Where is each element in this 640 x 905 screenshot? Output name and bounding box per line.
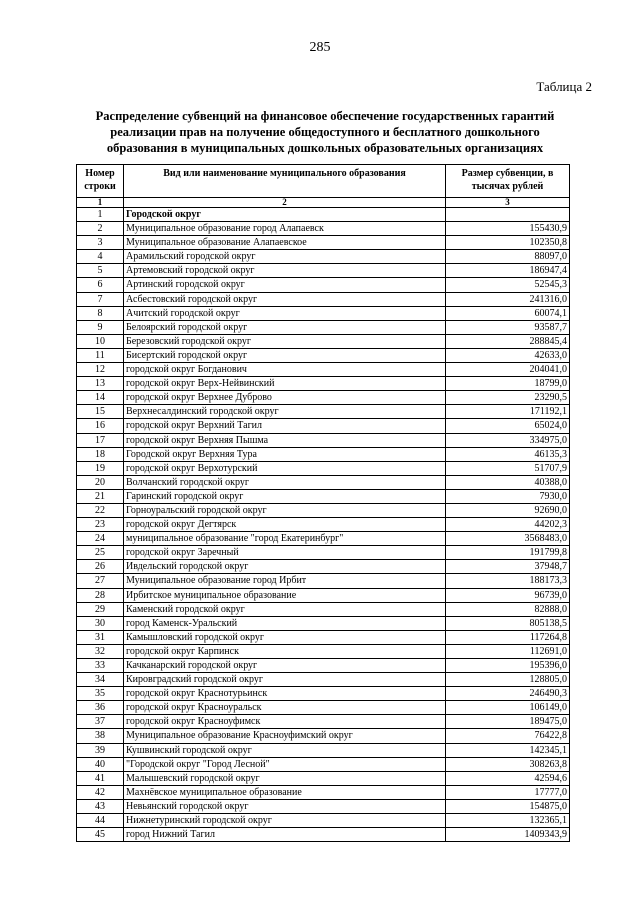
table-row [77, 405, 570, 419]
table-row [77, 673, 570, 687]
subvention-amount-cell: 93587,7 [446, 320, 570, 334]
table-row [77, 729, 570, 743]
subvention-amount-cell: 142345,1 [446, 743, 570, 757]
municipality-name-cell: Муниципальное образование город Ирбит [124, 574, 446, 588]
row-number-cell: 36 [77, 701, 124, 715]
subvention-amount-cell: 204041,0 [446, 363, 570, 377]
subvention-amount-cell: 805138,5 [446, 616, 570, 630]
row-number-cell: 16 [77, 419, 124, 433]
row-number-cell: 44 [77, 814, 124, 828]
row-number-cell: 35 [77, 687, 124, 701]
municipality-name-cell: городской округ Красноуфимск [124, 715, 446, 729]
subvention-amount-cell: 88097,0 [446, 250, 570, 264]
table-row [77, 771, 570, 785]
table-row [77, 560, 570, 574]
table-body [77, 208, 570, 842]
municipality-name-cell: городской округ Верхняя Пышма [124, 433, 446, 447]
table-header-row [77, 165, 570, 198]
subvention-amount-cell: 106149,0 [446, 701, 570, 715]
subvention-amount-cell: 42633,0 [446, 348, 570, 362]
subvention-amount-cell: 128805,0 [446, 673, 570, 687]
subvention-amount-cell: 76422,8 [446, 729, 570, 743]
subvention-amount-cell: 102350,8 [446, 236, 570, 250]
municipality-name-cell: Бисертский городской округ [124, 348, 446, 362]
row-number-cell: 31 [77, 630, 124, 644]
row-number-cell: 11 [77, 348, 124, 362]
row-number-cell: 33 [77, 659, 124, 673]
table-row [77, 743, 570, 757]
row-number-cell: 15 [77, 405, 124, 419]
municipality-name-cell: муниципальное образование "город Екатеринбург" [124, 532, 446, 546]
subvention-amount-cell: 132365,1 [446, 814, 570, 828]
subvention-amount-cell: 3568483,0 [446, 532, 570, 546]
row-number-cell: 42 [77, 785, 124, 799]
subvention-amount-cell: 37948,7 [446, 560, 570, 574]
column-number-1: 1 [77, 198, 124, 208]
table-row [77, 250, 570, 264]
row-number-cell: 29 [77, 602, 124, 616]
municipality-name-cell: Арамильский городской округ [124, 250, 446, 264]
row-number-cell: 6 [77, 278, 124, 292]
municipality-name-cell: Малышевский городской округ [124, 771, 446, 785]
municipality-name-cell: Невьянский городской округ [124, 799, 446, 813]
subvention-amount-cell: 195396,0 [446, 659, 570, 673]
municipality-name-cell: Махнёвское муниципальное образование [124, 785, 446, 799]
table-row [77, 659, 570, 673]
municipality-name-cell: Муниципальное образование город Алапаевск [124, 222, 446, 236]
row-number-cell: 20 [77, 475, 124, 489]
table-row [77, 236, 570, 250]
row-number-cell: 30 [77, 616, 124, 630]
subvention-amount-cell: 246490,3 [446, 687, 570, 701]
subvention-amount-cell: 308263,8 [446, 757, 570, 771]
subvention-amount-cell: 191799,8 [446, 546, 570, 560]
municipality-name-cell: Волчанский городской округ [124, 475, 446, 489]
table-row [77, 433, 570, 447]
municipality-name-cell: Нижнетуринский городской округ [124, 814, 446, 828]
row-number-cell: 34 [77, 673, 124, 687]
table-row [77, 447, 570, 461]
subvention-amount-cell: 154875,0 [446, 799, 570, 813]
table-row [77, 687, 570, 701]
municipality-name-cell: Кушвинский городской округ [124, 743, 446, 757]
municipality-name-cell: городской округ Краснотурьинск [124, 687, 446, 701]
municipality-name-cell: Артемовский городской округ [124, 264, 446, 278]
row-number-cell: 40 [77, 757, 124, 771]
row-number-cell: 13 [77, 377, 124, 391]
subvention-amount-cell: 42594,6 [446, 771, 570, 785]
municipality-name-cell: Кировградский городской округ [124, 673, 446, 687]
municipality-name-cell: Гаринский городской округ [124, 489, 446, 503]
table-row [77, 292, 570, 306]
table-row [77, 461, 570, 475]
table-row [77, 574, 570, 588]
subvention-amount-cell: 155430,9 [446, 222, 570, 236]
row-number-cell: 27 [77, 574, 124, 588]
subvention-amount-cell: 65024,0 [446, 419, 570, 433]
subvention-amount-cell: 117264,8 [446, 630, 570, 644]
row-number-cell: 23 [77, 518, 124, 532]
table-row [77, 489, 570, 503]
row-number-cell: 21 [77, 489, 124, 503]
row-number-cell: 39 [77, 743, 124, 757]
municipality-name-cell: Ирбитское муниципальное образование [124, 588, 446, 602]
page-number: 285 [309, 40, 331, 55]
municipality-name-cell: Городской округ [124, 208, 446, 222]
table-row [77, 208, 570, 222]
subvention-amount-cell: 23290,5 [446, 391, 570, 405]
municipality-name-cell: городской округ Верх-Нейвинский [124, 377, 446, 391]
table-row [77, 419, 570, 433]
table-row [77, 785, 570, 799]
table-row [77, 757, 570, 771]
municipality-name-cell: Качканарский городской округ [124, 659, 446, 673]
municipality-name-cell: "Городской округ "Город Лесной" [124, 757, 446, 771]
municipality-name-cell: городской округ Верхний Тагил [124, 419, 446, 433]
document-title: Распределение субвенций на финансовое обеспечение государственных гарантий реализации прав на получение общедоступного и бесплатного дошкольного образования в муниципальных дошкольных образовательных организациях [95, 109, 555, 155]
table-row [77, 377, 570, 391]
row-number-cell: 43 [77, 799, 124, 813]
subvention-amount-cell: 189475,0 [446, 715, 570, 729]
subvention-amount-cell: 51707,9 [446, 461, 570, 475]
table-row [77, 264, 570, 278]
row-number-cell: 8 [77, 306, 124, 320]
row-number-cell: 32 [77, 644, 124, 658]
subvention-amount-cell: 40388,0 [446, 475, 570, 489]
table-row [77, 503, 570, 517]
municipality-name-cell: Городской округ Верхняя Тура [124, 447, 446, 461]
table-row [77, 715, 570, 729]
table-row [77, 334, 570, 348]
table-row [77, 518, 570, 532]
subvention-amount-cell: 1409343,9 [446, 828, 570, 842]
table-row [77, 588, 570, 602]
table-row [77, 814, 570, 828]
header-subvention-amount: Размер субвенции, в тысячах рублей [446, 165, 570, 198]
row-number-cell: 37 [77, 715, 124, 729]
row-number-cell: 5 [77, 264, 124, 278]
municipality-name-cell: Каменский городской округ [124, 602, 446, 616]
municipality-name-cell: городской округ Верхотурский [124, 461, 446, 475]
row-number-cell: 26 [77, 560, 124, 574]
table-row [77, 828, 570, 842]
row-number-cell: 18 [77, 447, 124, 461]
subvention-amount-cell: 96739,0 [446, 588, 570, 602]
subvention-amount-cell: 241316,0 [446, 292, 570, 306]
row-number-cell: 9 [77, 320, 124, 334]
table-row [77, 630, 570, 644]
column-number-2: 2 [124, 198, 446, 208]
municipality-name-cell: город Каменск-Уральский [124, 616, 446, 630]
table-row [77, 320, 570, 334]
municipality-name-cell: Верхнесалдинский городской округ [124, 405, 446, 419]
header-row-number: Номер строки [77, 165, 124, 198]
table-row [77, 532, 570, 546]
municipality-name-cell: Березовский городской округ [124, 334, 446, 348]
row-number-cell: 4 [77, 250, 124, 264]
table-row [77, 278, 570, 292]
row-number-cell: 24 [77, 532, 124, 546]
table-label: Таблица 2 [536, 79, 592, 94]
header-municipality: Вид или наименование муниципального образования [124, 165, 446, 198]
row-number-cell: 10 [77, 334, 124, 348]
subvention-amount-cell: 17777,0 [446, 785, 570, 799]
municipality-name-cell: Горноуральский городской округ [124, 503, 446, 517]
table-row [77, 546, 570, 560]
row-number-cell: 2 [77, 222, 124, 236]
table-row [77, 363, 570, 377]
table-row [77, 222, 570, 236]
municipality-name-cell: Ивдельский городской округ [124, 560, 446, 574]
table-row [77, 475, 570, 489]
municipality-name-cell: Асбестовский городской округ [124, 292, 446, 306]
table-row [77, 391, 570, 405]
subvention-amount-cell: 334975,0 [446, 433, 570, 447]
subvention-amount-cell: 46135,3 [446, 447, 570, 461]
subvention-amount-cell: 288845,4 [446, 334, 570, 348]
row-number-cell: 41 [77, 771, 124, 785]
table-row [77, 616, 570, 630]
row-number-cell: 19 [77, 461, 124, 475]
subvention-amount-cell [446, 208, 570, 222]
subvention-amount-cell: 82888,0 [446, 602, 570, 616]
row-number-cell: 45 [77, 828, 124, 842]
table-row [77, 799, 570, 813]
subvention-table [76, 164, 570, 842]
table-row [77, 306, 570, 320]
column-number-3: 3 [446, 198, 570, 208]
subvention-amount-cell: 44202,3 [446, 518, 570, 532]
row-number-cell: 3 [77, 236, 124, 250]
table-row [77, 701, 570, 715]
municipality-name-cell: городской округ Красноуральск [124, 701, 446, 715]
subvention-amount-cell: 188173,3 [446, 574, 570, 588]
municipality-name-cell: городской округ Верхнее Дуброво [124, 391, 446, 405]
table-row [77, 602, 570, 616]
subvention-amount-cell: 186947,4 [446, 264, 570, 278]
row-number-cell: 38 [77, 729, 124, 743]
table-row [77, 348, 570, 362]
municipality-name-cell: городской округ Карпинск [124, 644, 446, 658]
row-number-cell: 12 [77, 363, 124, 377]
row-number-cell: 22 [77, 503, 124, 517]
subvention-amount-cell: 18799,0 [446, 377, 570, 391]
row-number-cell: 14 [77, 391, 124, 405]
subvention-amount-cell: 171192,1 [446, 405, 570, 419]
municipality-name-cell: город Нижний Тагил [124, 828, 446, 842]
municipality-name-cell: Белоярский городской округ [124, 320, 446, 334]
municipality-name-cell: городской округ Богданович [124, 363, 446, 377]
municipality-name-cell: Муниципальное образование Алапаевское [124, 236, 446, 250]
municipality-name-cell: Ачитский городской округ [124, 306, 446, 320]
subvention-amount-cell: 7930,0 [446, 489, 570, 503]
municipality-name-cell: Артинский городской округ [124, 278, 446, 292]
municipality-name-cell: городской округ Заречный [124, 546, 446, 560]
row-number-cell: 1 [77, 208, 124, 222]
subvention-amount-cell: 92690,0 [446, 503, 570, 517]
row-number-cell: 28 [77, 588, 124, 602]
row-number-cell: 25 [77, 546, 124, 560]
subvention-amount-cell: 60074,1 [446, 306, 570, 320]
municipality-name-cell: Камышловский городской округ [124, 630, 446, 644]
row-number-cell: 17 [77, 433, 124, 447]
table-row [77, 644, 570, 658]
subvention-amount-cell: 52545,3 [446, 278, 570, 292]
table-column-numbers-row [77, 198, 570, 208]
municipality-name-cell: городской округ Дегтярск [124, 518, 446, 532]
subvention-amount-cell: 112691,0 [446, 644, 570, 658]
row-number-cell: 7 [77, 292, 124, 306]
municipality-name-cell: Муниципальное образование Красноуфимский округ [124, 729, 446, 743]
